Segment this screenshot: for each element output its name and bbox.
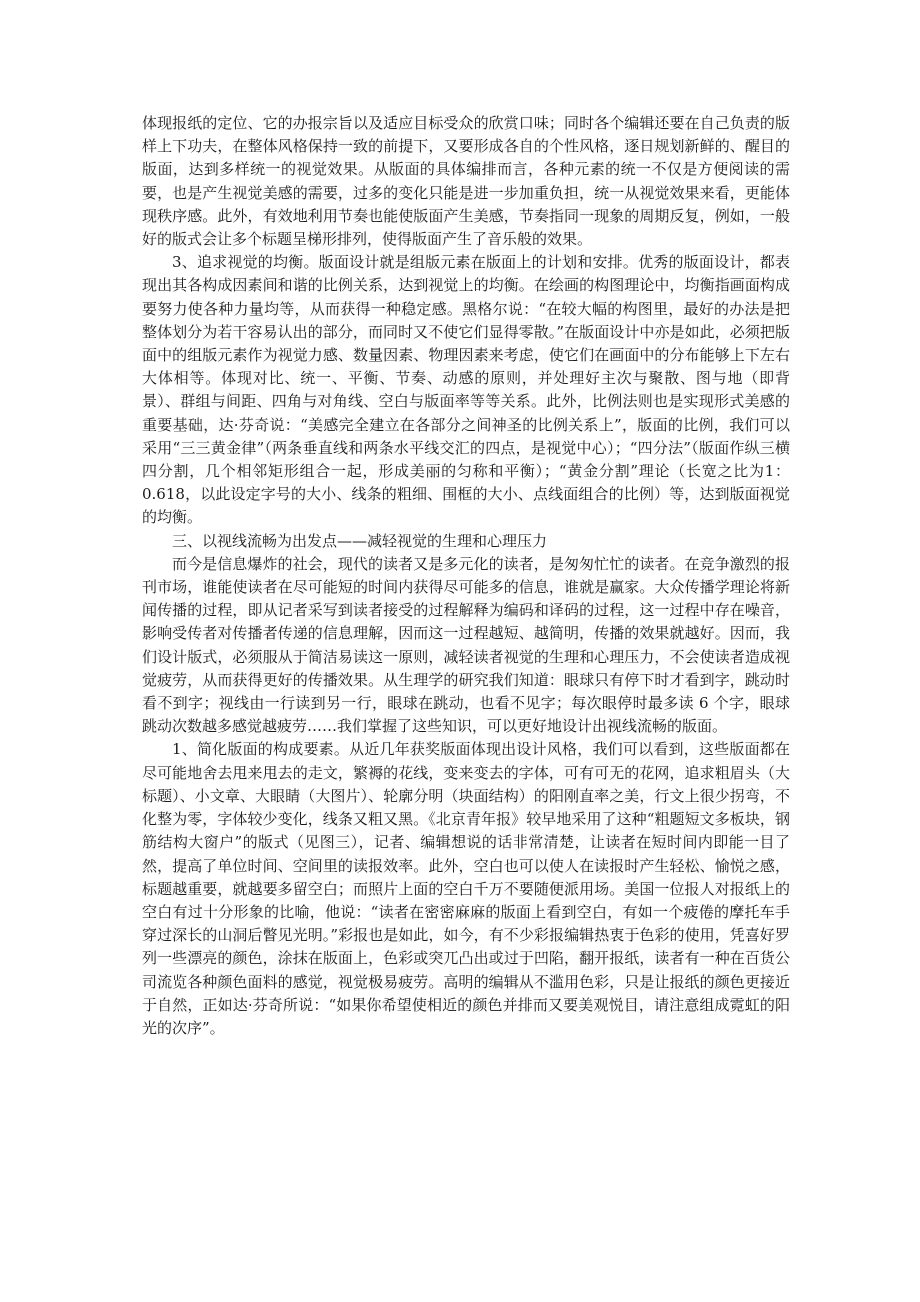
paragraph-simplify-elements: 1、简化版面的构成要素。从近几年获奖版面体现出设计风格，我们可以看到，这些版面都在尽可能地舍去甩来甩去的走文，繁褥的花线，变来变去的字体，可有可无的花网，追求粗眉头（大标题）、小文章、大眼睛（大图片）、轮廓分明（块面结构）的阳刚直率之美，行文上很少拐弯，不化整为零，字体较少变化，线条又粗又黑。《北京青年报》较早地采用了这种“粗题短文多板块，钢筋结构大窗户”的版式（见图三），记者、编辑想说的话非常清楚，让读者在短时间内即能一目了然，提高了单位时间、空间里的读报效率。此外，空白也可以使人在读报时产生轻松、愉悦之感，标题越重要，就越要多留空白；而照片上面的空白千万不要随便派用场。美国一位报人对报纸上的空白有过十分形象的比喻，他说：“读者在密密麻麻的版面上看到空白，有如一个疲倦的摩托车手穿过深长的山洞后瞥见光明。”彩报也是如此，如今，有不少彩报编辑热衷于色彩的使用，凭喜好罗列一些漂亮的颜色，涂抹在版面上，色彩或突兀凸出或过于凹陷，翻开报纸，读者有一种在百货公司流览各种颜色面料的感觉，视觉极易疲劳。高明的编辑从不滥用色彩，只是让报纸的颜色更接近于自然，正如达·芬奇所说：“如果你希望使相近的颜色并排而又要美观悦目，请注意组成霓虹的阳光的次序”。 bbox=[142, 740, 790, 1037]
section-heading-visual-flow: 三、以视线流畅为出发点——减轻视觉的生理和心理压力 bbox=[172, 531, 548, 550]
paragraph-continuation: 体现报纸的定位、它的办报宗旨以及适应目标受众的欣赏口味；同时各个编辑还要在自己负责的版样上下功夫，在整体风格保持一致的前提下，又要形成各自的个性风格，逐日规划新鲜的、醒目的版面，达到多样统一的视觉效果。从版面的具体编排而言，各种元素的统一不仅是方便阅读的需要，也是产生视觉美感的需要，过多的变化只能是进一步加重负担，统一从视觉效果来看，更能体现秩序感。此外，有效地利用节奏也能使版面产生美感，节奏指同一现象的周期反复，例如，一般好的版式会让多个标题呈梯形排列，使得版面产生了音乐般的效果。 bbox=[142, 114, 790, 249]
document-body bbox=[142, 112, 790, 1040]
paragraph-visual-balance: 3、追求视觉的均衡。版面设计就是组版元素在版面上的计划和安排。优秀的版面设计，都表现出其各构成因素间和谐的比例关系，达到视觉上的均衡。在绘画的构图理论中，均衡指画面构成要努力使各种力量均等，从而获得一种稳定感。黑格尔说：“在较大幅的构图里，最好的办法是把整体划分为若干容易认出的部分，而同时又不使它们显得零散。”在版面设计中亦是如此，必须把版面中的组版元素作为视觉力感、数量因素、物理因素来考虑，使它们在画面中的分布能够上下左右大体相等。体现对比、统一、平衡、节奏、动感的原则，并处理好主次与聚散、图与地（即背景）、群组与间距、四角与对角线、空白与版面率等等关系。此外，比例法则也是实现形式美感的重要基础，达·芬奇说：“美感完全建立在各部分之间神圣的比例关系上”，版面的比例，我们可以采用“三三黄金律”（两条垂直线和两条水平线交汇的四点，是视觉中心）；“四分法”（版面作纵三横四分割，几个相邻矩形组合一起，形成美丽的匀称和平衡）；“黄金分割”理论（长宽之比为1：0.618，以此设定字号的大小、线条的粗细、围框的大小、点线面组合的比例）等，达到版面视觉的均衡。 bbox=[142, 253, 790, 527]
paragraph-information-age: 而今是信息爆炸的社会，现代的读者又是多元化的读者，是匆匆忙忙的读者。在竞争激烈的报刊市场，谁能使读者在尽可能短的时间内获得尽可能多的信息，谁就是赢家。大众传播学理论将新闻传播的过程，即从记者采写到读者接受的过程解释为编码和译码的过程，这一过程中存在噪音，影响受传者对传播者传递的信息理解，因而这一过程越短、越简明，传播的效果就越好。因而，我们设计版式，必须服从于简洁易读这一原则，减轻读者视觉的生理和心理压力，不会使读者造成视觉疲劳，从而获得更好的传播效果。从生理学的研究我们知道：眼球只有停下时才看到字，跳动时看不到字；视线由一行读到另一行，眼球在跳动，也看不见字；每次眼停时最多读 6 个字，眼球跳动次数越多感觉越疲劳……我们掌握了这些知识，可以更好地设计出视线流畅的版面。 bbox=[142, 554, 790, 736]
